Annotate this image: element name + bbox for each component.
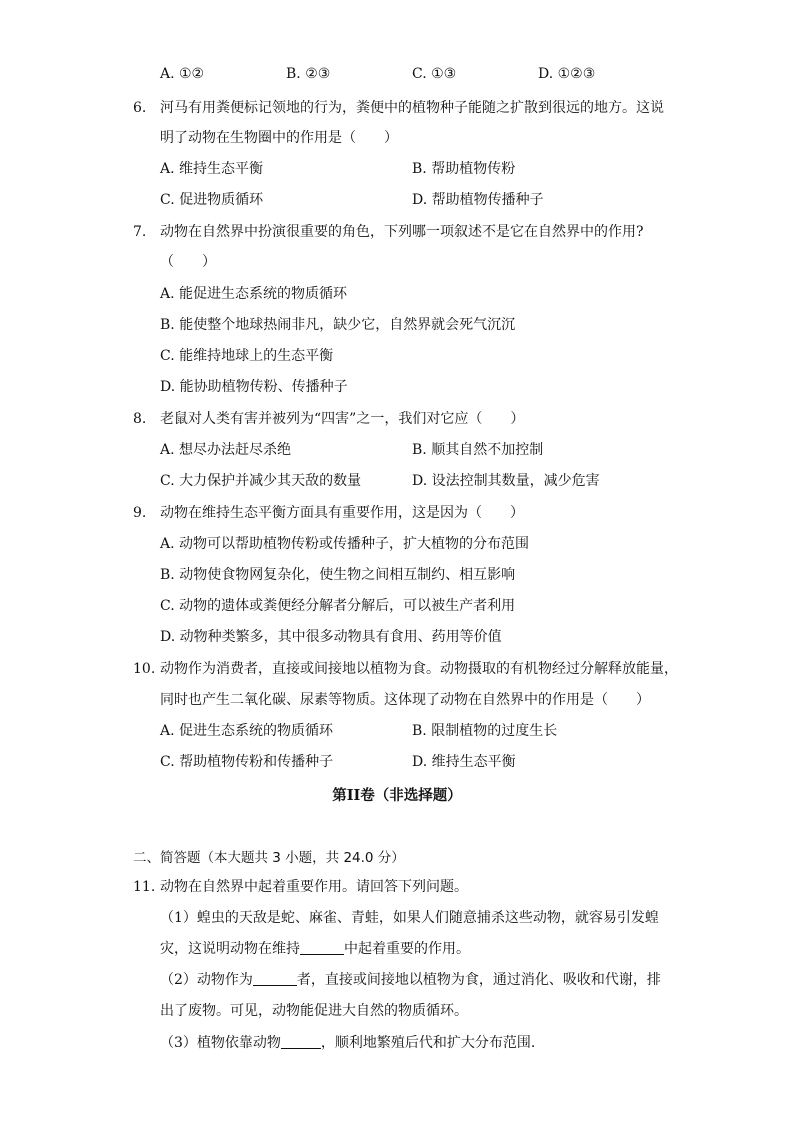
q5-option-a: A. ①②	[160, 66, 205, 82]
q11-sub2-text-after: 者，直接或间接地以植物为食，通过消化、吸收和代谢，排	[296, 972, 661, 988]
q9-stem-line1: 动物在维持生态平衡方面具有重要作用，这是因为（ ）	[160, 505, 524, 521]
q11-sub2-text-before: （2）动物作为	[160, 972, 253, 988]
q11-sub3-line	[160, 1033, 535, 1053]
q10-stem-line2: 同时也产生二氧化碳、尿素等物质。这体现了动物在自然界中的作用是（ ）	[160, 692, 650, 708]
q11-sub1-text-before: 灾，这说明动物在维持	[160, 941, 300, 957]
q6-stem-line1: 河马有用粪便标记领地的行为，粪便中的植物种子能随之扩散到很远的地方。这说	[160, 100, 664, 116]
q10-option-b: B. 限制植物的过度生长	[412, 723, 558, 739]
q7-number: 7.	[133, 224, 147, 240]
q11-sub3-answer-blank[interactable]	[281, 1034, 321, 1049]
part2-title: 第II卷（非选择题）	[332, 787, 462, 804]
q11-number: 11.	[133, 879, 156, 895]
q8-option-a: A. 想尽办法赶尽杀绝	[160, 442, 292, 458]
q7-option-b: B. 能使整个地球热闹非凡，缺少它，自然界就会死气沉沉	[160, 317, 516, 333]
q10-number: 10.	[133, 661, 156, 677]
q10-option-a: A. 促进生态系统的物质循环	[160, 723, 334, 739]
q11-sub1-answer-blank[interactable]	[300, 940, 344, 955]
q9-option-c: C. 动物的遗体或粪便经分解者分解后，可以被生产者利用	[160, 598, 516, 614]
q8-stem-line1: 老鼠对人类有害并被列为“四害”之一，我们对它应（ ）	[160, 411, 525, 427]
q11-sub3-text-before: （3）植物依靠动物	[160, 1035, 281, 1051]
q7-option-d: D. 能协助植物传粉、传播种子	[160, 379, 348, 395]
q11-sub1-line1: （1）蝗虫的天敌是蛇、麻雀、青蛙，如果人们随意捕杀这些动物，就容易引发蝗	[160, 910, 659, 926]
section2-heading: 二、简答题（本大题共 3 小题，共 24.0 分）	[133, 850, 405, 866]
q5-option-c: C. ①③	[412, 66, 457, 82]
q9-option-b: B. 动物使食物网复杂化，使生物之间相互制约、相互影响	[160, 567, 516, 583]
q10-option-c: C. 帮助植物传粉和传播种子	[160, 754, 334, 770]
q10-option-d: D. 维持生态平衡	[412, 754, 516, 770]
q6-option-b: B. 帮助植物传粉	[412, 161, 516, 177]
q6-option-a: A. 维持生态平衡	[160, 161, 264, 177]
q9-option-d: D. 动物种类繁多，其中很多动物具有食用、药用等价值	[160, 629, 502, 645]
q10-stem-line1: 动物作为消费者，直接或间接地以植物为食。动物摄取的有机物经过分解释放能量，	[160, 661, 678, 677]
q9-number: 9.	[133, 505, 147, 521]
q8-option-b: B. 顺其自然不加控制	[412, 442, 544, 458]
q11-stem: 动物在自然界中起着重要作用。请回答下列问题。	[160, 879, 468, 895]
q7-option-c: C. 能维持地球上的生态平衡	[160, 348, 334, 364]
q6-number: 6.	[133, 100, 147, 116]
q8-option-c: C. 大力保护并减少其天敌的数量	[160, 473, 362, 489]
q11-sub1-line2	[160, 939, 470, 959]
q5-option-d: D. ①②③	[538, 66, 596, 82]
q8-number: 8.	[133, 411, 147, 427]
q11-sub2-answer-blank[interactable]	[253, 971, 297, 986]
q11-sub3-text-after: ，顺利地繁殖后代和扩大分布范围.	[320, 1035, 536, 1051]
q8-option-d: D. 设法控制其数量，减少危害	[412, 473, 600, 489]
q7-stem-line2: （ ）	[160, 254, 216, 270]
q7-option-a: A. 能促进生态系统的物质循环	[160, 286, 348, 302]
q11-sub2-line1	[160, 970, 661, 990]
q7-stem-line1: 动物在自然界中扮演很重要的角色，下列哪一项叙述不是它在自然界中的作用?	[160, 224, 644, 240]
q11-sub1-text-after: 中起着重要的作用。	[344, 941, 470, 957]
q6-option-d: D. 帮助植物传播种子	[412, 192, 544, 208]
q6-option-c: C. 促进物质循环	[160, 192, 264, 208]
q11-sub2-line2: 出了废物。可见，动物能促进大自然的物质循环。	[160, 1003, 468, 1019]
q5-option-b: B. ②③	[286, 66, 331, 82]
q6-stem-line2: 明了动物在生物圈中的作用是（ ）	[160, 130, 398, 146]
q9-option-a: A. 动物可以帮助植物传粉或传播种子，扩大植物的分布范围	[160, 536, 530, 552]
